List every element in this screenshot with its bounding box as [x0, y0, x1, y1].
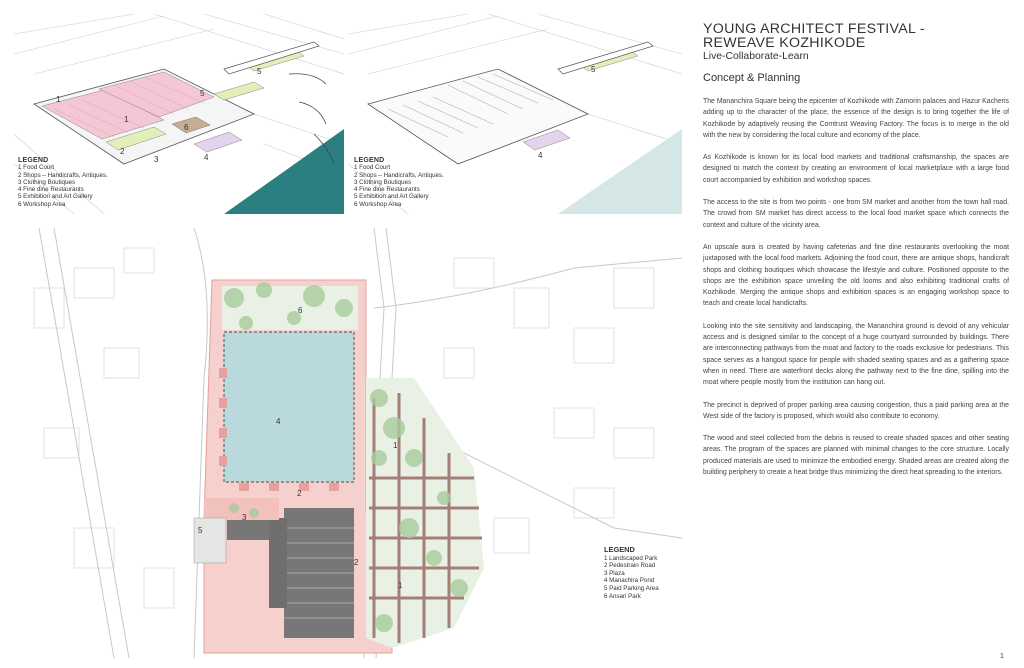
section-heading: Concept & Planning [703, 72, 801, 84]
legend-item: 2 Pedestrain Road [604, 562, 656, 570]
legend-item: 1 Food Court [354, 164, 391, 172]
axo2-number: 4 [538, 151, 543, 160]
legend-item: 6 Workshop Area [18, 200, 66, 208]
legend-item: 3 Clothing Boutiques [354, 178, 412, 186]
axo1-legend [18, 157, 108, 208]
axo2-legend [354, 157, 444, 208]
legend-item: 1 Food Court [18, 164, 55, 172]
body-paragraph: An upscale aura is created by having cafeterias and fine dine restaurants overlooking the moat juxtaposed with the local food markets. Adjoining the food court, there are antique shops, handicraft shops and clothing boutiques which showcase the lifestyle and culture. Positioned opposite to the shops are the exhibition space unveiling the old looms and also exhibiting traditional crafts of Kozhikode. Merging the antique shops and exhibition spaces is an engaging workshop space to teach and create local handicrafts. [703, 243, 1009, 308]
body-paragraph: The access to the site is from two points - one from SM market and another from the town hall road. The crowd from SM market has direct access to the local food market space which connects the context and culture of the vicinity area. [703, 199, 1009, 229]
body-paragraph: The precinct is deprived of proper parking area causing congestion, thus a paid parking area at the West side of the factory is proposed, which would also contribute to economy. [703, 401, 1009, 420]
title-line: REWEAVE KOZHIKODE [703, 35, 866, 51]
legend-heading: LEGEND [18, 157, 49, 164]
text-column [703, 22, 1009, 489]
plan-number: 1 [393, 441, 398, 450]
axo1-number: 2 [120, 147, 125, 156]
legend-item: 6 Workshop Area [354, 200, 402, 208]
legend-item: 3 Plaza [604, 569, 625, 577]
site-plan-legend [604, 546, 659, 600]
body-paragraph: As Kozhikode is known for its local food markets and traditional craftsmanship, the spaces are designed to match the context by creating an environment of local marketplace with a large food court accompanied by exhibition and workshop spaces. [703, 154, 1009, 184]
axo1-number: 6 [184, 123, 189, 132]
legend-item: 4 Fine dine Restaurants [18, 186, 84, 194]
legend-item: 5 Exhibition and Art Gallery [18, 193, 93, 201]
axo1-number: 3 [154, 155, 159, 164]
plan-number: 3 [242, 513, 247, 522]
legend-heading: LEGEND [354, 157, 385, 164]
legend-item: 2 Shops – Handicrafts, Antiques. [18, 171, 108, 179]
legend-item: 1 Landscaped Park [604, 554, 658, 562]
legend-item: 4 Manachira Pond [604, 577, 655, 585]
page-number: 1 [999, 651, 1004, 660]
legend-item: 5 Paid Parking Area [604, 584, 659, 592]
body-paragraph: Looking into the site sensitivity and landscaping, the Mananchira ground is devoid of any vehicular access and is designed similar to the concept of a huge courtyard surrounded by buildings. There are interconnecting pathways from the moat and factory to the roads exclusive for pedestrians. This space serves as a hangout space for people with shaded seating spaces and as a gathering space when in need. There are waterfront decks along the pathway next to the fine dine, spilling into the moat where people mostly from the institution can hang out. [703, 322, 1009, 387]
parking-area [194, 518, 226, 563]
legend-item: 3 Clothing Boutiques [18, 178, 76, 186]
body-paragraph: The Mananchira Square being the epicenter of Kozhikode with Zamorin palaces and Hazur Kacheris adding up to the character of the place, the essence of the design is to bring together the life of Kozhikode by adaptively reusing the Comtrust Weaving Factory. The focus is to merge in the old with the new by considering the local culture and economy of the place. [703, 98, 1009, 139]
plan-number: 5 [198, 526, 203, 535]
manachira-pond [224, 332, 354, 482]
legend-heading: LEGEND [604, 545, 635, 554]
plan-number: 4 [276, 417, 281, 426]
legend-item: 2 Shops – Handicrafts, Antiques. [354, 171, 444, 179]
poster-subtitle: Live-Collaborate-Learn [703, 51, 809, 62]
plan-number: 2 [354, 558, 359, 567]
axo1-number: 1 [124, 115, 129, 124]
body-paragraph: The wood and steel collected from the debris is reused to create shaded spaces and other seating areas. The program of the spaces are planned with minimal changes to the core structure. Locally produced materials are used to minimize the embodied energy. Shaded areas are created along the building periphery to create a heat bridge thus minimizing the direct heat spreading to the interiors. [703, 435, 1009, 477]
axo1-number: 1 [56, 95, 61, 104]
plan-number: 2 [297, 489, 302, 498]
plan-number: 6 [298, 306, 303, 315]
axo2-number: 5 [591, 65, 596, 74]
legend-item: 5 Exhibition and Art Gallery [354, 193, 429, 201]
water-body [558, 129, 682, 214]
water-body [224, 129, 344, 214]
axo1-number: 5 [200, 89, 205, 98]
axo1-number: 4 [204, 153, 209, 162]
legend-item: 4 Fine dine Restaurants [354, 186, 420, 194]
axo1-number: 5 [257, 67, 262, 76]
title-line: YOUNG ARCHITECT FESTIVAL - [703, 21, 925, 37]
site-plan [14, 228, 682, 658]
plan-number: 1 [398, 581, 403, 590]
poster-title [703, 22, 1009, 50]
legend-item: 6 Ansari Park [604, 592, 641, 600]
